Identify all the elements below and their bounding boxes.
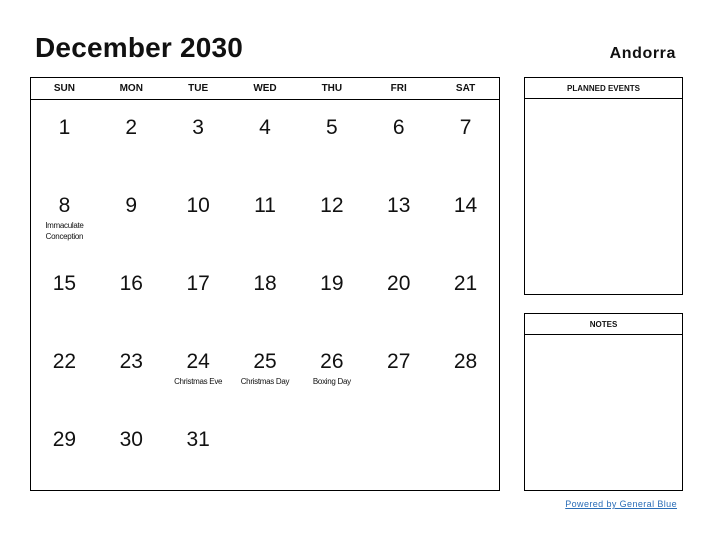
day-number: 15 [52, 272, 77, 295]
day-cell [232, 256, 299, 334]
day-cell [31, 334, 98, 412]
weekday-sun: SUN [53, 83, 75, 94]
weekday-fri: FRI [390, 83, 407, 94]
day-cell [365, 178, 432, 256]
day-number: 14 [453, 194, 478, 217]
day-cell [232, 412, 299, 490]
weekday-mon: MON [119, 83, 143, 94]
calendar-weeks [31, 100, 499, 490]
weekday-tue: TUE [188, 83, 209, 94]
day-number: 29 [52, 428, 77, 451]
weekday-wed: WED [253, 83, 277, 94]
day-cell [432, 100, 499, 178]
day-cell [165, 412, 232, 490]
powered-by-link[interactable]: Powered by General Blue [565, 499, 677, 509]
day-number: 16 [119, 272, 143, 295]
day-cell [31, 412, 98, 490]
weekday-thu: THU [321, 83, 343, 94]
day-cell [365, 412, 432, 490]
holiday-label: Christmas Day [240, 377, 290, 386]
day-number: 19 [320, 272, 344, 295]
day-number: 30 [119, 428, 143, 451]
notes-panel [524, 313, 683, 491]
day-cell [298, 178, 365, 256]
day-number: 8 [58, 194, 71, 217]
day-cell [232, 334, 299, 412]
day-number: 2 [125, 116, 138, 139]
day-number: 18 [253, 272, 277, 295]
day-number: 12 [320, 194, 344, 217]
day-number: 20 [387, 272, 411, 295]
day-number: 4 [259, 116, 271, 139]
day-number: 3 [192, 116, 204, 139]
day-cell [432, 334, 499, 412]
day-number: 9 [125, 194, 138, 217]
day-number: 28 [453, 350, 478, 373]
holiday-label: Boxing Day [312, 377, 351, 386]
day-number: 25 [253, 350, 277, 373]
holiday-label: Christmas Eve [174, 377, 223, 386]
day-number: 27 [387, 350, 411, 373]
page-title: December 2030 [35, 32, 244, 63]
day-number: 5 [326, 116, 338, 139]
day-cell [98, 334, 165, 412]
day-cell [432, 412, 499, 490]
day-number: 26 [320, 350, 344, 373]
day-number: 11 [254, 194, 276, 217]
day-cell [232, 100, 299, 178]
day-cell [365, 256, 432, 334]
day-cell [298, 334, 365, 412]
day-number: 13 [387, 194, 411, 217]
day-cell [98, 256, 165, 334]
day-cell [165, 100, 232, 178]
day-cell [298, 256, 365, 334]
holiday-label: Immaculate Conception [45, 221, 84, 241]
day-number: 21 [453, 272, 478, 295]
day-cell [31, 100, 98, 178]
day-cell [98, 178, 165, 256]
day-cell [365, 100, 432, 178]
day-number: 1 [58, 116, 71, 139]
day-number: 22 [52, 350, 77, 373]
country-label: Andorra [609, 45, 676, 62]
planned-events-heading: PLANNED EVENTS [525, 78, 682, 99]
day-number: 31 [186, 428, 210, 451]
day-number: 6 [392, 116, 405, 139]
day-number: 24 [186, 350, 210, 373]
day-cell [165, 256, 232, 334]
weekday-sat: SAT [455, 83, 476, 94]
calendar-grid [30, 77, 500, 491]
day-cell [31, 178, 98, 256]
notes-heading: NOTES [525, 314, 682, 335]
day-cell [365, 334, 432, 412]
planned-events-panel [524, 77, 683, 295]
day-cell [298, 100, 365, 178]
day-cell [165, 178, 232, 256]
day-cell [31, 256, 98, 334]
day-number: 17 [186, 272, 210, 295]
day-cell [98, 100, 165, 178]
day-cell [98, 412, 165, 490]
day-number: 7 [459, 116, 472, 139]
day-cell [165, 334, 232, 412]
day-number: 10 [186, 194, 210, 217]
day-cell [298, 412, 365, 490]
weekday-header-row [31, 78, 499, 100]
day-number: 23 [119, 350, 143, 373]
day-cell [432, 178, 499, 256]
day-cell [432, 256, 499, 334]
day-cell [232, 178, 299, 256]
